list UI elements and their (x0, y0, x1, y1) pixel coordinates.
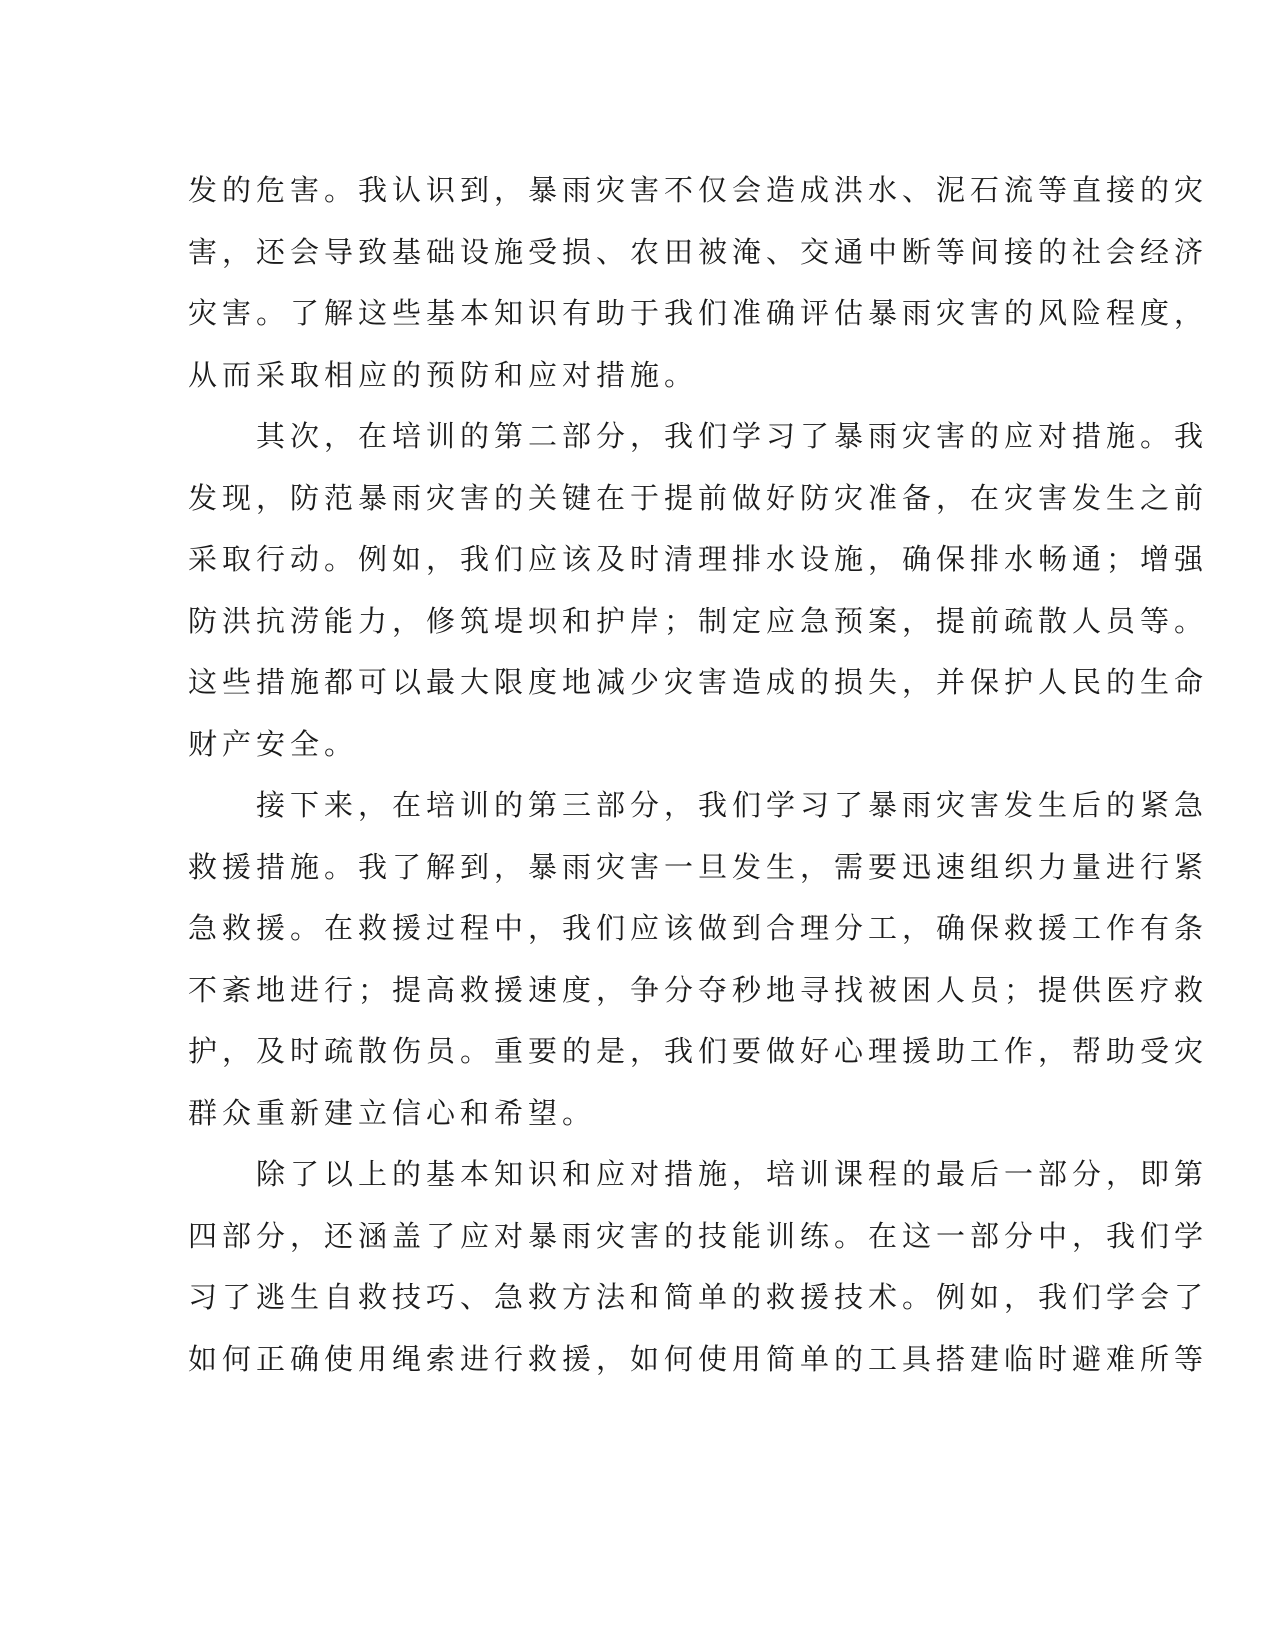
text-line: 这些措施都可以最大限度地减少灾害造成的损失，并保护人民的生命 (188, 665, 1209, 699)
paragraph (188, 1144, 1209, 1390)
text-line: 其次，在培训的第二部分，我们学习了暴雨灾害的应对措施。我 (256, 419, 1209, 453)
text-line: 习了逃生自救技巧、急救方法和简单的救援技术。例如，我们学会了 (188, 1280, 1209, 1314)
text-line: 采取行动。例如，我们应该及时清理排水设施，确保排水畅通；增强 (188, 542, 1209, 576)
text-line: 四部分，还涵盖了应对暴雨灾害的技能训练。在这一部分中，我们学 (188, 1218, 1209, 1253)
text-line: 如何正确使用绳索进行救援，如何使用简单的工具搭建临时避难所等 (188, 1341, 1209, 1376)
text-line: 从而采取相应的预防和应对措施。 (188, 357, 699, 392)
text-line: 财产安全。 (188, 726, 359, 761)
text-line: 接下来，在培训的第三部分，我们学习了暴雨灾害发生后的紧急 (256, 788, 1209, 822)
text-line: 急救援。在救援过程中，我们应该做到合理分工，确保救援工作有条 (188, 911, 1209, 945)
text-line: 救援措施。我了解到，暴雨灾害一旦发生，需要迅速组织力量进行紧 (188, 849, 1209, 884)
paragraph (188, 406, 1209, 775)
text-line: 不紊地进行；提高救援速度，争分夺秒地寻找被困人员；提供医疗救 (188, 972, 1209, 1007)
paragraph (188, 775, 1209, 1144)
text-line: 除了以上的基本知识和应对措施，培训课程的最后一部分，即第 (256, 1157, 1209, 1191)
text-line: 害，还会导致基础设施受损、农田被淹、交通中断等间接的社会经济 (188, 234, 1209, 269)
text-line: 群众重新建立信心和希望。 (188, 1095, 597, 1130)
text-line: 护，及时疏散伤员。重要的是，我们要做好心理援助工作，帮助受灾 (188, 1034, 1209, 1068)
text-line: 发现，防范暴雨灾害的关键在于提前做好防灾准备，在灾害发生之前 (188, 480, 1209, 515)
text-line: 防洪抗涝能力，修筑堤坝和护岸；制定应急预案，提前疏散人员等。 (188, 603, 1209, 638)
text-line: 灾害。了解这些基本知识有助于我们准确评估暴雨灾害的风险程度， (188, 296, 1209, 330)
text-line: 发的危害。我认识到，暴雨灾害不仅会造成洪水、泥石流等直接的灾 (188, 173, 1209, 207)
document-body (188, 160, 1209, 1390)
paragraph (188, 160, 1209, 406)
